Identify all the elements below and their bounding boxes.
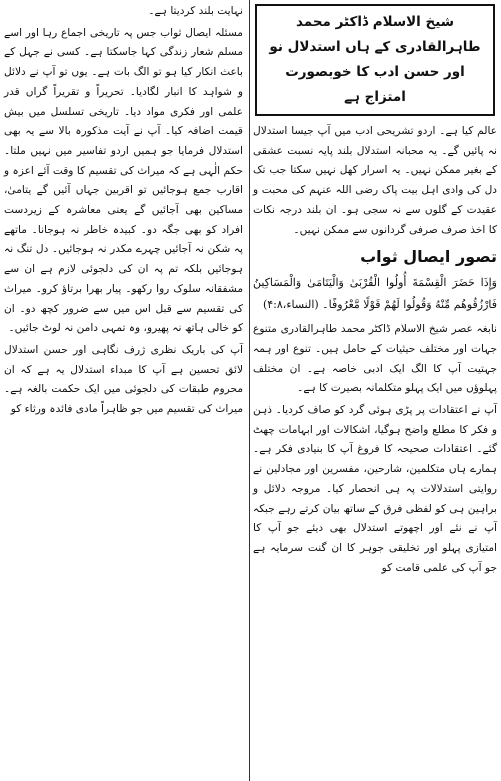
body-paragraph: نابغہ عصر شیخ الاسلام ڈاکٹر محمد طاہرالقادری متنوع جہات اور مختلف حیثیات کے حامل ہیں۔ تنوع اور ہمہ جہتیت آپ کا الگ ایک ادبی خاصہ ہے۔ ان مختلف پہلوؤں میں ایک پہلو متکلمانہ بصیرت کا ہے۔ xyxy=(253,323,497,395)
body-paragraph: آپ نے اعتقادات پر پڑی ہوئی گرد کو صاف کردیا۔ ذہن و فکر کا مطلع واضح ہوگیا، اشکالات اور ابہامات چھٹ گئے۔ اعتقادات صحیحہ کا فروغ آپ کا بنیادی فکر ہے۔ ہمارے ہاں متکلمین، شارحین، مفسرین اور مجادلین نے روایتی استدلالات پہ ہی انحصار کیا۔ مروجہ دلائل و براہین ہی کو لفظی فرق کے ساتھ بیان کرتے رہے جبکہ آپ نے نئے اور اچھوتے استدلال بھی دیئے جو آپ کا امتیازی پہلو اور تخلیقی جوہر کا ان گنت سرمایہ ہے جو آپ کی علمی قامت کو xyxy=(253,404,497,574)
continued-line: نہایت بلند کردیتا ہے۔ xyxy=(148,5,243,17)
column-divider xyxy=(249,0,250,781)
left-column xyxy=(0,0,247,781)
body-paragraph: مسئلہ ایصال ثواب جس پہ تاریخی اجماع رہا اور اسے مسلم شعار زندگی کہا جاسکتا ہے۔ کسی نے جہل کے باعث انکار کیا ہو تو الگ بات ہے۔ یوں تو آپ نے دلائل و شواہد کا انبار لگادیا۔ تحریراً و تقریراً گراں قدر علمی اور فکری مواد دیا۔ تاریخی تسلسل میں بیش قیمت اضافہ کیا۔ آپ نے آیت مذکورہ بالا سے یہ بھی استدلال فرمایا جو ہمیں اردو تفاسیر میں نہیں ملتا۔ حکم الٰہی ہے کہ میراث کی تقسیم کا وقت آئے اعزہ و اقارب جمع ہوجائیں تو اقربین جہاں آئیں گے یتامیٰ، مساکین بھی آجائیں گے یعنی معاشرہ کے زیردست افراد کو بھی جگہ دو۔ کبیدہ خاطر نہ ہوجانا۔ ماتھے پہ شکن نہ آجائیں چہرے مکدر نہ ہوجائیں۔ دل تنگ نہ ہوجائیں بلکہ تم پہ ان کی دلجوئی لازم ہے ان سے مشفقانہ سلوک روا رکھو۔ پیار بھرا برتاؤ کرو۔ میراث کی تقسیم سے قبل اس میں سے ضرور کچھ دو۔ ان کو خالی ہاتھ نہ پھیرو، وہ تمہی دامن نہ لوٹ جائیں۔ xyxy=(4,26,243,335)
quranic-verse: وَإِذَا حَضَرَ الْقِسْمَةَ أُولُوا الْقُرْبَىٰ وَالْيَتَامَىٰ وَالْمَسَاكِينُ فَارْزُقُوهُم مِّنْهُ وَقُولُوا لَهُمْ قَوْلًا مَّعْرُوفًا۔ (النساء،۴:۸) xyxy=(253,276,497,312)
right-column xyxy=(249,0,501,781)
headline-box xyxy=(255,4,495,116)
intro-paragraph: عالم کیا ہے۔ اردو تشریحی ادب میں آپ جیسا استدلال نہ پائیں گے۔ یہ محبانہ استدلال بلند پایہ نسبت عشقی کے بغیر ممکن نہیں۔ یہ اسرار کھل نہیں سکتا جب تک دل کی وادی اہل بیت پاک رضی اللہ عنہم کی محبت و عقیدت کے گلوں سے نہ سجی ہو۔ ان بلند درجہ نکات کا اخذ صرف صرفی گردانوں سے ممکن نہیں۔ xyxy=(253,125,497,236)
section-heading: تصور ایصال ثواب xyxy=(360,247,497,267)
body-paragraph: آپ کی باریک نظری ژرف نگاہی اور حسن استدلال لائق تحسین ہے آپ کا مبداء استدلال یہ ہے کہ ان محروم طبقات کی دلجوئی میں ایک حکمت بالغہ ہے۔ میراث کی تقسیم میں جو ظاہراً مادی فائدہ ورثاء کو xyxy=(4,343,243,416)
headline-text: شیخ الاسلام ڈاکٹر محمد طاہرالقادری کے ہاں استدلال نو اور حسن ادب کا خوبصورت امتزاج ہے xyxy=(269,14,481,105)
